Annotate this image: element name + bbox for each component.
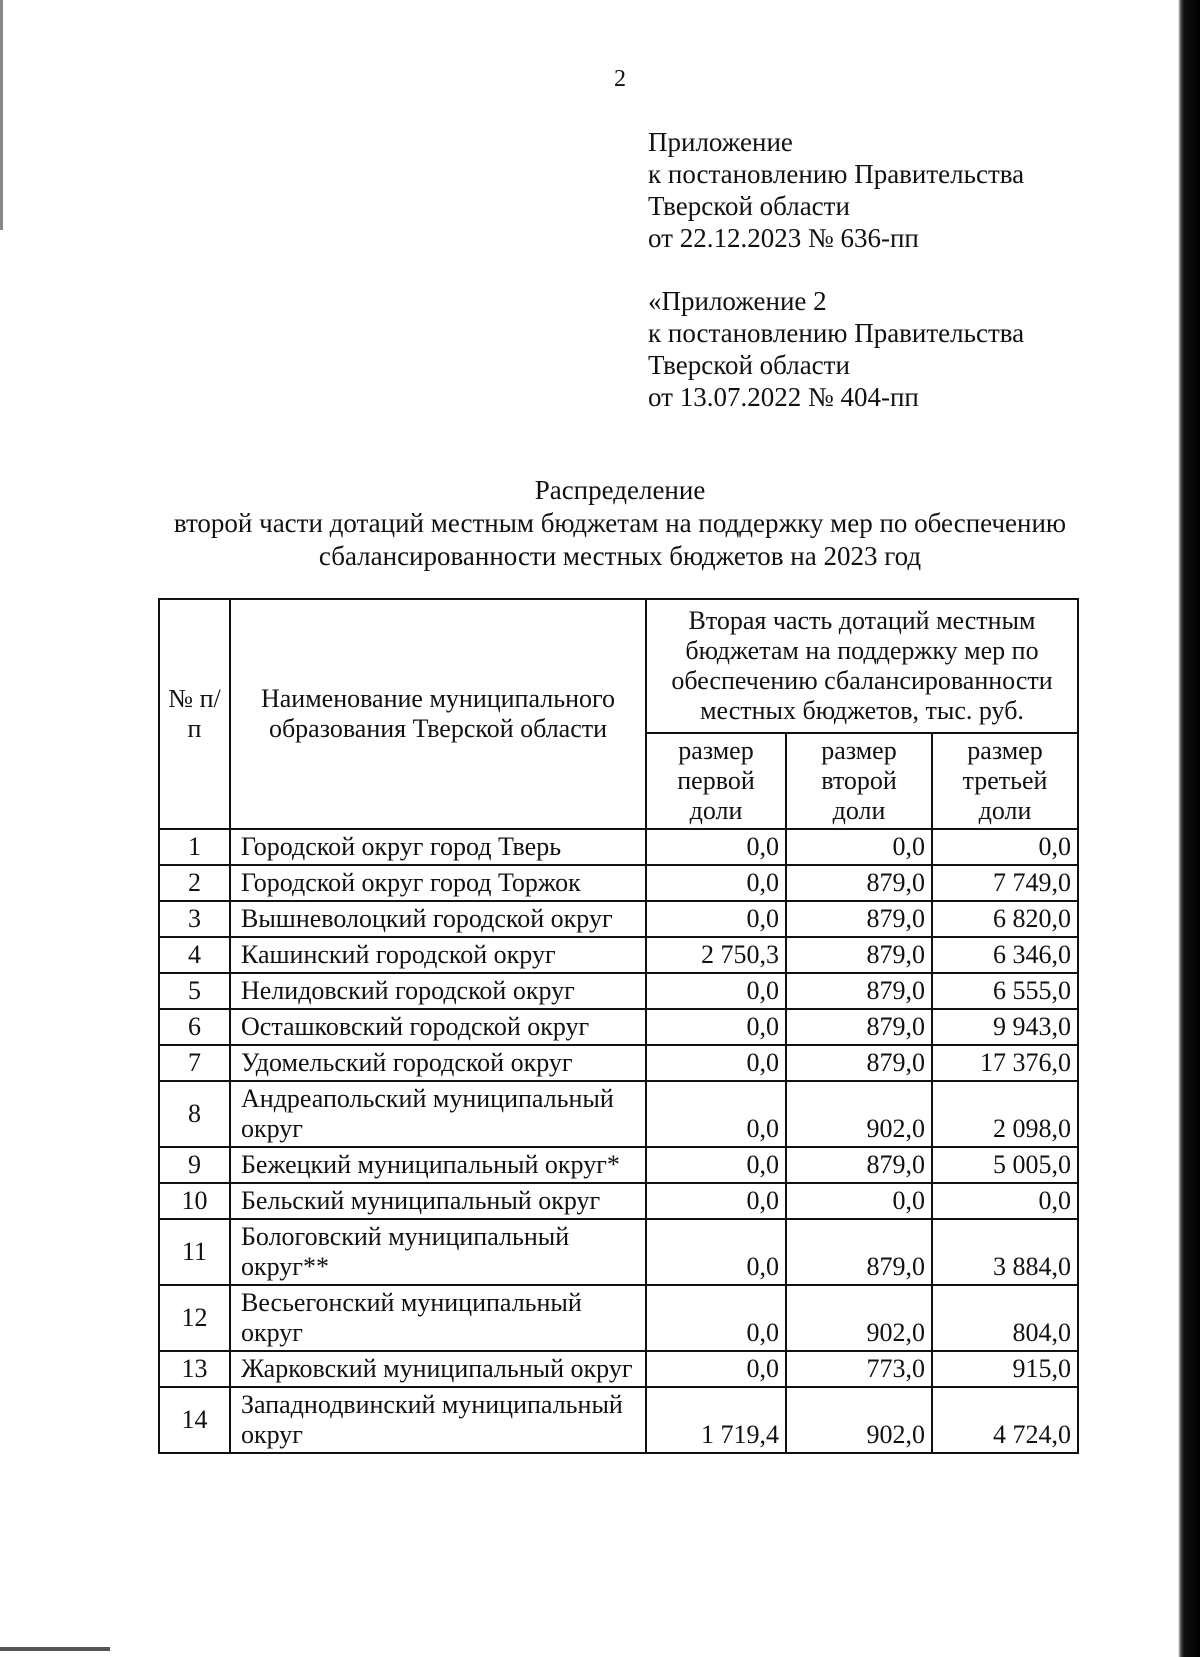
table-row xyxy=(159,1045,1078,1081)
row-number: 1 xyxy=(159,829,230,865)
row-second-share: 879,0 xyxy=(786,937,932,973)
row-number: 2 xyxy=(159,865,230,901)
row-third-share: 6 555,0 xyxy=(932,973,1078,1009)
table-header-row xyxy=(159,599,1078,733)
row-second-share: 879,0 xyxy=(786,1219,932,1285)
row-first-share: 0,0 xyxy=(646,973,786,1009)
appendix-line: Приложение xyxy=(648,127,793,157)
appendix-line: к постановлению Правительства xyxy=(648,318,1025,348)
header-num: № п/п xyxy=(159,599,230,829)
row-first-share: 2 750,3 xyxy=(646,937,786,973)
appendix-line: от 22.12.2023 № 636-пп xyxy=(648,223,919,253)
row-third-share: 17 376,0 xyxy=(932,1045,1078,1081)
appendix-block-amended xyxy=(648,285,1024,413)
title-line: сбалансированности местных бюджетов на 2023 год xyxy=(318,541,922,571)
row-first-share: 0,0 xyxy=(646,1147,786,1183)
row-first-share: 0,0 xyxy=(646,1285,786,1351)
row-first-share: 0,0 xyxy=(646,865,786,901)
row-second-share: 773,0 xyxy=(786,1351,932,1387)
appendix-line: Тверской области xyxy=(648,350,850,380)
row-number: 14 xyxy=(159,1387,230,1453)
row-third-share: 2 098,0 xyxy=(932,1081,1078,1147)
appendix-line: Тверской области xyxy=(648,191,850,221)
row-first-share: 0,0 xyxy=(646,1081,786,1147)
row-first-share: 1 719,4 xyxy=(646,1387,786,1453)
header-group: Вторая часть дотаций местным бюджетам на поддержку мер по обеспечению сбалансированности местных бюджетов, тыс. руб. xyxy=(646,599,1078,733)
header-second-share: размер второй доли xyxy=(786,733,932,829)
row-number: 12 xyxy=(159,1285,230,1351)
table-row xyxy=(159,1351,1078,1387)
table-row xyxy=(159,1009,1078,1045)
row-second-share: 902,0 xyxy=(786,1081,932,1147)
table-row xyxy=(159,1219,1078,1285)
row-second-share: 879,0 xyxy=(786,901,932,937)
header-third-share: размер третьей доли xyxy=(932,733,1078,829)
row-number: 13 xyxy=(159,1351,230,1387)
row-third-share: 7 749,0 xyxy=(932,865,1078,901)
row-second-share: 879,0 xyxy=(786,973,932,1009)
row-third-share: 3 884,0 xyxy=(932,1219,1078,1285)
table-row xyxy=(159,1183,1078,1219)
row-third-share: 915,0 xyxy=(932,1351,1078,1387)
header-first-share: размер первой доли xyxy=(646,733,786,829)
row-name: Бельский муниципальный округ xyxy=(230,1183,646,1219)
row-second-share: 0,0 xyxy=(786,829,932,865)
table-row xyxy=(159,901,1078,937)
row-number: 4 xyxy=(159,937,230,973)
document-title xyxy=(80,474,1160,573)
row-third-share: 0,0 xyxy=(932,1183,1078,1219)
row-first-share: 0,0 xyxy=(646,1045,786,1081)
row-name: Жарковский муниципальный округ xyxy=(230,1351,646,1387)
row-number: 5 xyxy=(159,973,230,1009)
row-name: Городской округ город Тверь xyxy=(230,829,646,865)
table-row xyxy=(159,937,1078,973)
row-third-share: 804,0 xyxy=(932,1285,1078,1351)
row-third-share: 5 005,0 xyxy=(932,1147,1078,1183)
table-row xyxy=(159,1147,1078,1183)
row-name: Удомельский городской округ xyxy=(230,1045,646,1081)
row-number: 11 xyxy=(159,1219,230,1285)
row-first-share: 0,0 xyxy=(646,1009,786,1045)
title-line: второй части дотаций местным бюджетам на поддержку мер по обеспечению xyxy=(173,508,1067,538)
row-name: Западнодвинский муниципальный округ xyxy=(230,1387,646,1453)
page-number: 2 xyxy=(614,66,626,92)
table-row xyxy=(159,1387,1078,1453)
table-row xyxy=(159,1285,1078,1351)
row-name: Андреапольский муниципальный округ xyxy=(230,1081,646,1147)
row-name: Осташковский городской округ xyxy=(230,1009,646,1045)
scan-mark-bottom xyxy=(0,1647,110,1651)
row-name: Городской округ город Торжок xyxy=(230,865,646,901)
row-second-share: 879,0 xyxy=(786,865,932,901)
row-first-share: 0,0 xyxy=(646,829,786,865)
appendix-block-current xyxy=(648,126,1024,254)
row-name: Бологовский муниципальный округ** xyxy=(230,1219,646,1285)
row-second-share: 0,0 xyxy=(786,1183,932,1219)
scan-border-right xyxy=(1178,0,1200,1657)
scan-border-left xyxy=(0,0,3,230)
row-first-share: 0,0 xyxy=(646,1219,786,1285)
row-number: 3 xyxy=(159,901,230,937)
row-third-share: 0,0 xyxy=(932,829,1078,865)
row-name: Нелидовский городской округ xyxy=(230,973,646,1009)
row-third-share: 6 820,0 xyxy=(932,901,1078,937)
table-row xyxy=(159,973,1078,1009)
table-row xyxy=(159,1081,1078,1147)
appendix-line: к постановлению Правительства xyxy=(648,159,1025,189)
row-third-share: 6 346,0 xyxy=(932,937,1078,973)
row-number: 7 xyxy=(159,1045,230,1081)
row-second-share: 879,0 xyxy=(786,1009,932,1045)
row-second-share: 902,0 xyxy=(786,1285,932,1351)
table-body xyxy=(159,829,1078,1453)
appendix-line: от 13.07.2022 № 404-пп xyxy=(648,382,919,412)
row-number: 9 xyxy=(159,1147,230,1183)
distribution-table xyxy=(158,598,1079,1454)
appendix-line: «Приложение 2 xyxy=(648,286,827,316)
row-first-share: 0,0 xyxy=(646,901,786,937)
row-name: Кашинский городской округ xyxy=(230,937,646,973)
row-first-share: 0,0 xyxy=(646,1183,786,1219)
row-number: 6 xyxy=(159,1009,230,1045)
row-number: 8 xyxy=(159,1081,230,1147)
header-name: Наименование муниципального образования Тверской области xyxy=(230,599,646,829)
row-third-share: 4 724,0 xyxy=(932,1387,1078,1453)
table-row xyxy=(159,865,1078,901)
row-second-share: 902,0 xyxy=(786,1387,932,1453)
row-name: Вышневолоцкий городской округ xyxy=(230,901,646,937)
row-second-share: 879,0 xyxy=(786,1147,932,1183)
row-first-share: 0,0 xyxy=(646,1351,786,1387)
row-name: Бежецкий муниципальный округ* xyxy=(230,1147,646,1183)
row-third-share: 9 943,0 xyxy=(932,1009,1078,1045)
row-number: 10 xyxy=(159,1183,230,1219)
row-name: Весьегонский муниципальный округ xyxy=(230,1285,646,1351)
table-row xyxy=(159,829,1078,865)
title-line: Распределение xyxy=(534,475,706,505)
row-second-share: 879,0 xyxy=(786,1045,932,1081)
